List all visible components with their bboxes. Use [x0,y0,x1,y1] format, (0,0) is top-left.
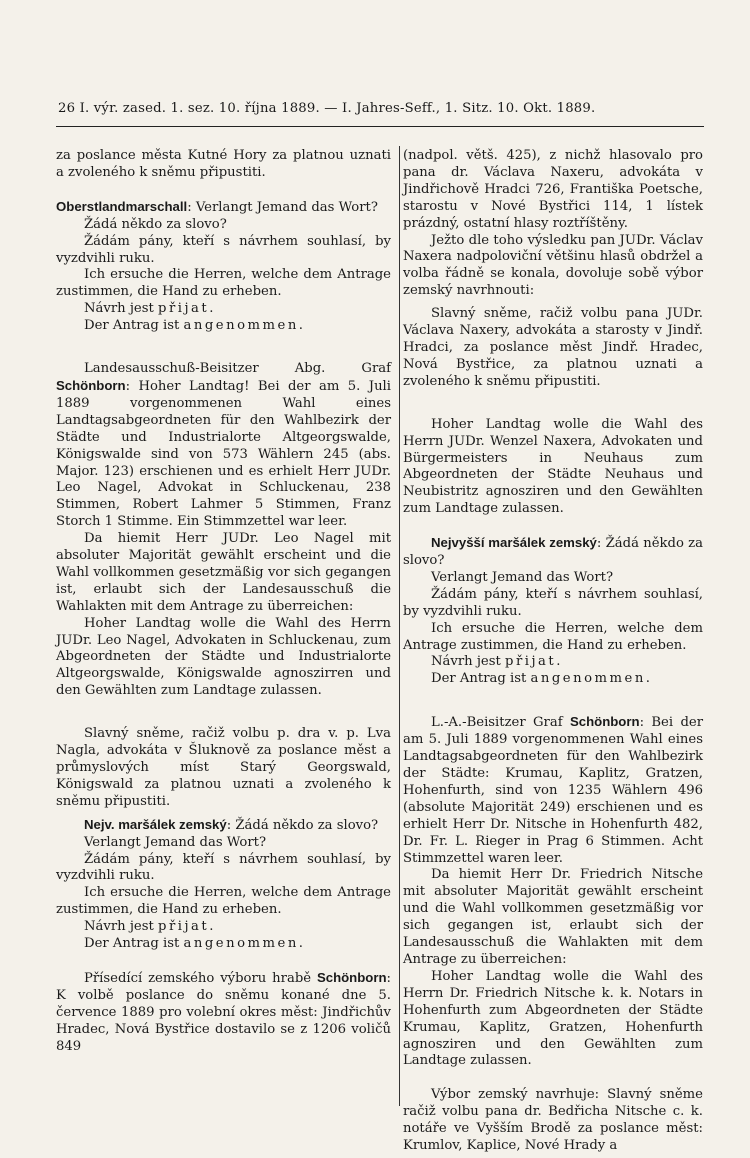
speaker-name: Schönborn [316,969,387,985]
paragraph [403,535,703,570]
paragraph: za poslance města Kutné Hory za platnou uznati a zvoleného k sněmu připustiti. [56,148,391,180]
paragraph-text: Návrh jest [431,654,505,670]
paragraph-text: Návrh jest [84,919,158,935]
paragraph: Hoher Landtag wolle die Wahl des Herrn Dr. Friedrich Nitsche k. k. Notars in Hohenfurth zum Abgeordneten der Städte Krumau, Kaplitz, Gratzen, Hohenfurth agnosziren und den Gewählten zum Landtage zulassen. [403,968,703,1069]
paragraph: Verlangt Jemand das Wort? [84,834,267,850]
paragraph [56,301,391,318]
paragraph-text: Návrh jest [84,301,158,317]
speaker-name: Oberstlandmarschall [56,198,188,214]
paragraph [56,361,391,531]
paragraph: Výbor zemský navrhuje: Slavný sněme račiž volbu pana dr. Bedřicha Nitsche c. k. notáře ve Vyšším Brodě za poslance měst: Krumlov, Kaplice, Nové Hrady a [403,1087,703,1154]
paragraph-text: : Bei der am 5. Juli 1889 vorgenommenen Wahl eines Landtagsabgeordneten für den Wahlbezirk der Städte: Krumau, Kaplitz, Gratzen, Hohenfurth, sind von 1235 Wählern 496 (absolute Majorität 249) erschienen und es erhielt Herr Dr. Nitsche in Hohenfurth 482, Dr. Fr. L. Rieger in Prag 6 Stimmen. Acht Stimmzettel waren leer. [403,715,703,866]
paragraph: Verlangt Jemand das Wort? [431,569,614,585]
paragraph-text: : Žádá někdo za slovo? [226,817,379,833]
paragraph: Da hiemit Herr Dr. Friedrich Nitsche mit absoluter Majorität gewählt erscheint und die Wahl vollkommen gesetzmäßig vor sich gegangen ist, erlaubt sich der Landesausschuß die Wahlakten mit dem Antrage zu überreichen: [403,867,703,967]
paragraph: (nadpol. větš. 425), z nichž hlasovalo pro pana dr. Václava Naxeru, advokáta v Jindřichově Hradci 726, Františka Poetsche, starostu v Nové Bystřici 114, 1 lístek prázdný, ostatní hlasy roztříštěny. [403,148,703,231]
paragraph: Ježto dle toho výsledku pan JUDr. Václav Naxera nadpoloviční většinu hlasů obdržel a volba řádně se konala, dovoluje sobě výbor zemský navrhnouti: [403,232,703,299]
header-rule [56,126,704,127]
speaker-name: Nejv. maršálek zemský [84,816,227,832]
spaced-word: angenommen. [183,936,306,952]
speaker-name: Schönborn [56,377,126,393]
spaced-word: angenommen. [183,318,306,334]
column-divider [399,146,400,1106]
paragraph: Slavný sněme, račiž volbu pana JUDr. Václava Naxery, advokáta a starosty v Jindř. Hradci, za poslance měst Jindř. Hradec, Nová Bystřice, za platnou uznati a zvoleného k sněmu připustiti. [403,306,703,389]
right-column [403,148,703,1155]
left-column [56,148,391,1056]
spaced-word: přijat. [505,654,563,670]
paragraph [56,817,391,835]
speaker-name: Nejvyšší maršálek zemský [431,535,597,551]
spaced-word: přijat. [158,301,216,317]
paragraph: Da hiemit Herr JUDr. Leo Nagel mit absoluter Majorität gewählt erscheint und die Wahl vollkommen gesetzmäßig vor sich gegangen ist, erlaubt sich der Landesausschuß die Wahlakten mit dem Antrage zu überreichen: [56,531,391,614]
paragraph [56,199,391,217]
paragraph [56,936,391,953]
paragraph [403,671,703,688]
paragraph [403,654,703,671]
paragraph: Žádám pány, kteří s návrhem souhlasí, by vyzdvihli ruku. [56,851,391,884]
paragraph-text: Landesausschuß-Beisitzer Abg. Graf [84,361,391,377]
speaker-name: Schönborn [569,714,640,730]
paragraph: Žádám pány, kteří s návrhem souhlasí, by vyzdvihli ruku. [403,586,703,619]
spaced-word: angenommen. [530,671,653,687]
paragraph-text: Der Antrag ist [84,936,184,952]
paragraph-text: : Hoher Landtag! Bei der am 5. Juli 1889 vorgenommenen Wahl eines Landtagsabgeordneten für den Wahlbezirk der Städte und Industrialorte Altgeorgswalde, Königswalde sind von 573 Wählern 245 (abs. Major. 123) erschienen und es erhielt Herr JUDr. Leo Nagel, Advokat in Schluckenau, 238 Stimmen, Robert Lahmer 5 Stimmen, Franz Storch 1 Stimme. Ein Stimmzettel war leer. [56,378,391,530]
paragraph-text: : Žádá někdo za slovo? [403,536,703,569]
paragraph-text: : K volbě poslance do sněmu konané dne 5. července 1889 pro volební okres měst: Jindřichův Hradec, Nová Bystřice dostavilo se z 1206 voličů 849 [56,970,391,1054]
paragraph [56,970,391,1056]
paragraph-text: : Verlangt Jemand das Wort? [187,199,378,215]
paragraph-text: Přísedící zemského výboru hrabě [84,970,317,986]
paragraph: Ich ersuche die Herren, welche dem Antrage zustimmen, die Hand zu erheben. [56,885,391,918]
paragraph-text: Der Antrag ist [431,671,531,687]
paragraph: Hoher Landtag wolle die Wahl des Herrn JUDr. Leo Nagel, Advokaten in Schluckenau, zum Abgeordneten der Städte und Industrialorte Altgeorgswalde, Königswalde agnoszirren und den Gewählten zum Landtage zulassen. [56,615,391,699]
paragraph: Ich ersuche die Herren, welche dem Antrage zustimmen, die Hand zu erheben. [56,267,391,300]
paragraph [56,318,391,335]
paragraph: Žádá někdo za slovo? [84,216,227,232]
running-header: 26 I. výr. zased. 1. sez. 10. října 1889. — I. Jahres-Seff., 1. Sitz. 10. Okt. 1889. [58,101,596,116]
paragraph [56,919,391,936]
paragraph [403,714,703,867]
spaced-word: přijat. [158,919,216,935]
paragraph: Žádám pány, kteří s návrhem souhlasí, by vyzdvihli ruku. [56,233,391,266]
paragraph-text: Der Antrag ist [84,318,184,334]
paragraph-text: L.-A.-Beisitzer Graf [431,715,570,731]
paragraph: Ich ersuche die Herren, welche dem Antrage zustimmen, die Hand zu erheben. [403,620,703,653]
paragraph: Slavný sněme, račiž volbu p. dra v. p. Lva Nagla, advokáta v Šluknově za poslance měst a průmyslových míst Starý Georgswald, Königswald za platnou uznati a zvoleného k sněmu připustiti. [56,726,391,809]
paragraph: Hoher Landtag wolle die Wahl des Herrn JUDr. Wenzel Naxera, Advokaten und Bürgermeisters in Neuhaus zum Abgeordneten der Städte Neuhaus und Neubistritz agnosziren und den Gewählten zum Landtage zulassen. [403,416,703,517]
